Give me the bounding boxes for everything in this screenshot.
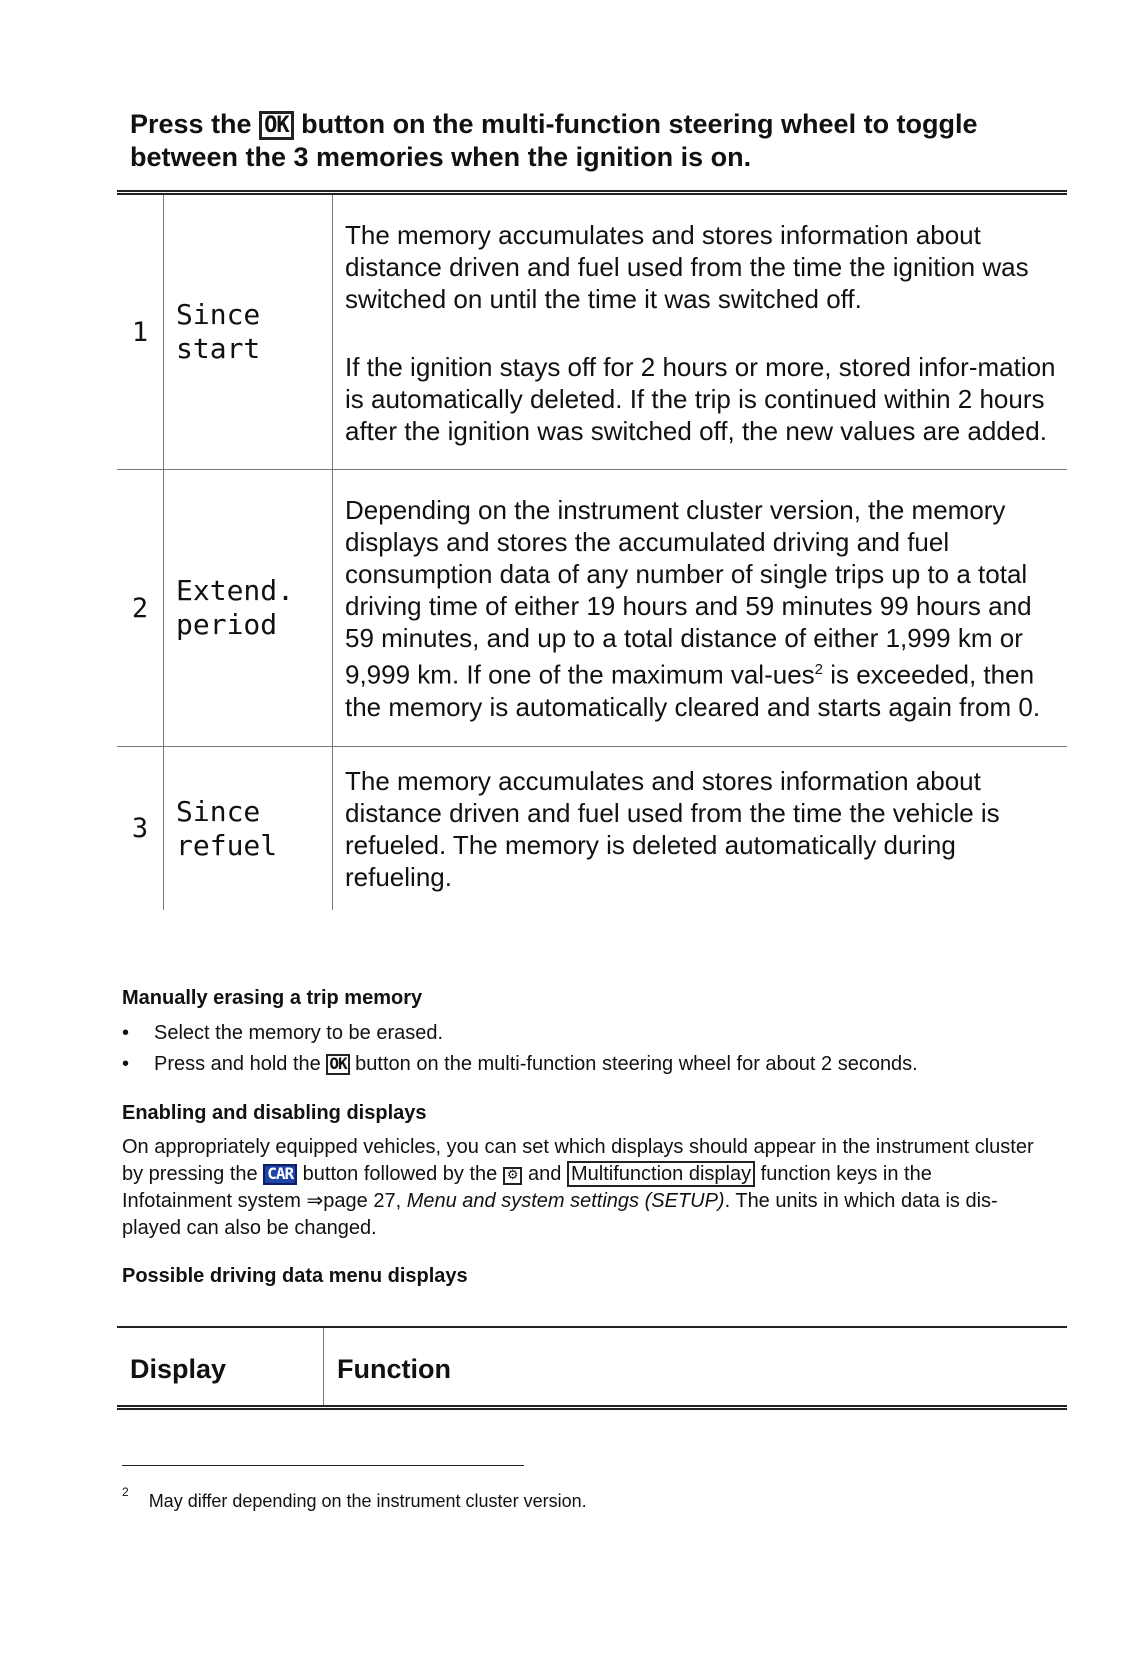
memory-description-text: is exceeded, then the memory is automatically cleared and starts again from 0. [345, 659, 1041, 722]
list-item [122, 1051, 1042, 1077]
memory-row-extend-period [117, 470, 1067, 747]
enable-heading: Enabling and disabling displays [122, 1102, 427, 1124]
erase-step-text: Press and hold the [154, 1053, 321, 1075]
ok-key-icon: OK [259, 111, 294, 140]
list-item [122, 1020, 1042, 1046]
footnote-number: 2 [122, 1485, 129, 1499]
memory-label-line1: Extend. [176, 574, 295, 607]
memory-description [333, 747, 1068, 911]
intro-text-after: button on the multi-function steering wheel to toggle between the 3 memories when the ignition is on. [130, 109, 978, 172]
ok-key-icon: OK [326, 1054, 349, 1075]
memory-label [164, 470, 333, 747]
erase-step-text: Select the memory to be erased. [154, 1022, 444, 1044]
multifunction-display-key: Multifunction display [567, 1161, 755, 1187]
memory-label [164, 747, 333, 911]
enable-paragraph [122, 1134, 1042, 1242]
memory-label-line1: Since [176, 794, 261, 828]
erase-step-text: button on the multi-function steering wheel for about 2 seconds. [355, 1053, 918, 1075]
enable-section [122, 1100, 1042, 1242]
display-function-table [117, 1326, 1067, 1410]
memory-row-since-refuel [117, 747, 1067, 911]
memory-description-para: The memory accumulates and stores information about distance driven and fuel used from the time the ignition was switched on until the time it was switched off. [345, 219, 1029, 314]
memory-number: 2 [117, 470, 164, 747]
enable-text: . The units in which data is dis-played can also be changed. [122, 1190, 998, 1239]
erase-heading: Manually erasing a trip memory [122, 987, 423, 1009]
memory-table [117, 190, 1067, 910]
erase-steps [122, 1020, 1042, 1077]
memory-label [164, 193, 333, 470]
memory-row-since-start [117, 193, 1067, 470]
memory-description-text: Depending on the instrument cluster version, the memory displays and stores the accumulated driving and fuel consumption data of any number of single trips up to a total driving time of either 19 hours and 59 minutes 99 hours and 59 minutes, and up to a total distance of either 1,999 km or 9,999 km. If one of the maximum val-ues [345, 495, 1032, 690]
column-header-display: Display [117, 1327, 324, 1408]
enable-text: function keys in the Infotainment system ⇒page 27, [122, 1163, 932, 1212]
memory-description [333, 193, 1068, 470]
footnote-divider [122, 1465, 524, 1466]
footnote [122, 1485, 587, 1512]
memory-description [333, 470, 1068, 747]
memory-label-line2: period [176, 608, 278, 641]
table-header-row [117, 1327, 1067, 1408]
memory-label-line2: start [176, 332, 261, 365]
possible-displays-section [122, 1263, 1042, 1289]
intro-instruction [130, 108, 1030, 174]
erase-section [122, 985, 1042, 1082]
settings-key-icon: ⚙ [503, 1167, 523, 1185]
footnote-text: May differ depending on the instrument cluster version. [148, 1491, 587, 1511]
enable-text: On appropriately equipped vehicles, you can set which displays should appear in the instrument cluster by pressing the [122, 1136, 1034, 1185]
memory-number: 1 [117, 193, 164, 470]
intro-text-before: Press the [130, 109, 252, 139]
footnote-reference: 2 [814, 661, 823, 679]
possible-displays-heading: Possible driving data menu displays [122, 1265, 468, 1287]
memory-label-line2: refuel [176, 828, 278, 862]
memory-number: 3 [117, 747, 164, 911]
memory-description-para [345, 494, 1059, 723]
memory-description-para: The memory accumulates and stores information about distance driven and fuel used from the time the vehicle is refueled. The memory is deleted automatically during refueling. [345, 766, 1000, 892]
enable-text: button followed by the [302, 1163, 498, 1185]
memory-label-line1: Since [176, 298, 261, 331]
enable-text: and [528, 1163, 562, 1185]
memory-description-para: If the ignition stays off for 2 hours or more, stored infor-mation is automatically deleted. If the trip is continued within 2 hours after the ignition was switched off, the new values are added. [345, 351, 1056, 446]
car-key-icon: CAR [263, 1164, 297, 1185]
setup-page-reference: Menu and system settings (SETUP) [406, 1190, 725, 1212]
column-header-function: Function [337, 1354, 451, 1384]
